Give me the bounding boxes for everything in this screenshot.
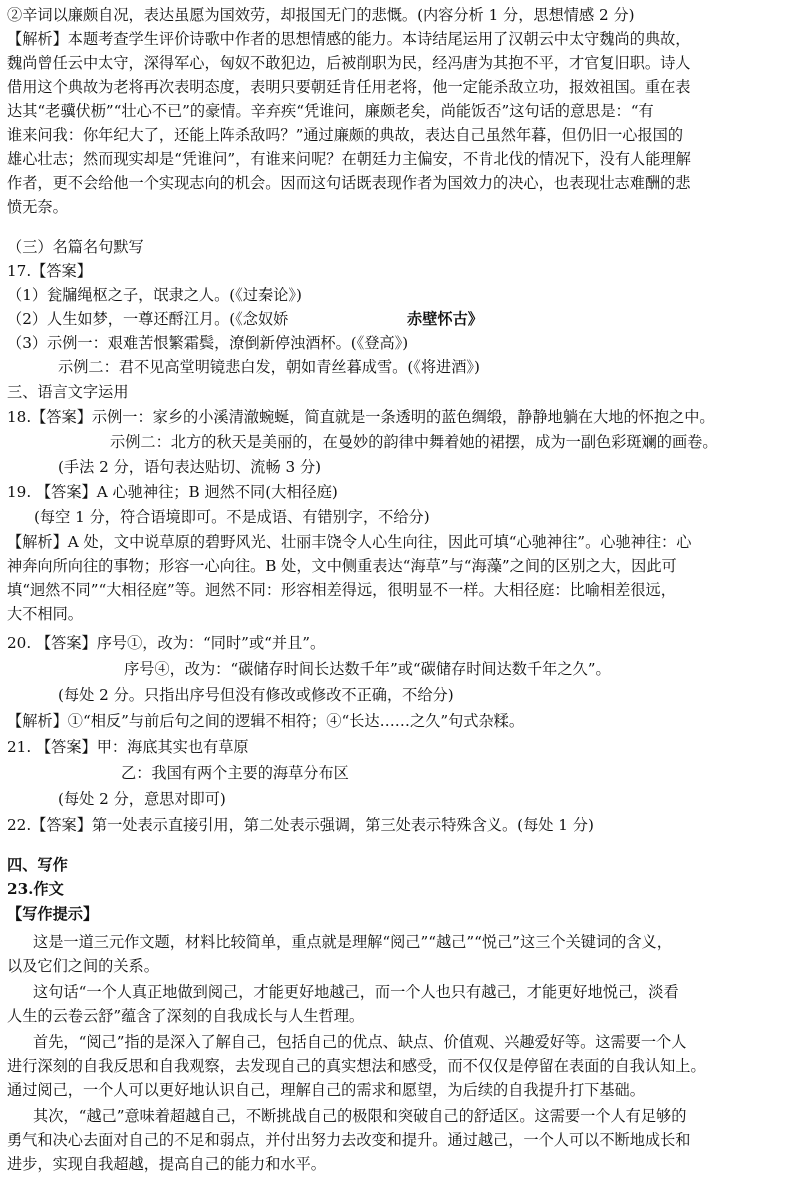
text-line: （2）人生如梦，一尊还酹江月。(《念奴娇 (7, 310, 289, 328)
text-line: (每处 2 分。只指出序号但没有修改或修改不正确，不给分) (58, 686, 454, 704)
text-line: 【解析】A 处，文中说草原的碧野风光、壮丽丰饶令人心生向往，因此可填“心驰神往”。心驰神往：心 (7, 533, 692, 551)
text-line: 19. 【答案】A 心驰神往；B 迥然不同(大相径庭) (7, 483, 338, 501)
text-line: 这是一道三元作文题，材料比较简单，重点就是理解“阅己”“越己”“悦己”这三个关键词的含义， (33, 933, 672, 951)
text-line: 21. 【答案】甲：海底其实也有草原 (7, 738, 249, 756)
text-line: 22.【答案】第一处表示直接引用，第二处表示强调，第三处表示特殊含义。(每处 1 分) (7, 816, 594, 834)
text-line: 大不相同。 (7, 605, 83, 623)
text-line: 20. 【答案】序号①，改为：“同时”或“并且”。 (7, 634, 326, 652)
text-line: 首先，“阅己”指的是深入了解自己，包括自己的优点、缺点、价值观、兴趣爱好等。这需要一个人 (33, 1033, 687, 1051)
section-heading: （三）名篇名句默写 (7, 238, 144, 256)
section-heading: 三、语言文字运用 (7, 383, 129, 401)
text-line: 人生的云卷云舒”蕴含了深刻的自我成长与人生哲理。 (7, 1007, 365, 1025)
text-line: （1）瓮牖绳枢之子，氓隶之人。(《过秦论》) (7, 286, 302, 304)
text-line: 示例二：君不见高堂明镜悲白发，朝如青丝暮成雪。(《将进酒》) (58, 358, 480, 376)
text-line: 乙：我国有两个主要的海草分布区 (121, 764, 349, 782)
text-line-fragment: 赤壁怀古》 (407, 310, 483, 328)
text-line: 填“迥然不同”“大相径庭”等。迥然不同：形容相差得远，很明显不一样。大相径庭：比喻相差很远， (7, 581, 676, 599)
text-line: 进步，实现自我超越，提高自己的能力和水平。 (7, 1155, 326, 1173)
text-line: 【解析】本题考查学生评价诗歌中作者的思想情感的能力。本诗结尾运用了汉朝云中太守魏尚的典故， (7, 30, 691, 48)
section-heading: 四、写作 (7, 856, 68, 874)
text-line: 18.【答案】示例一：家乡的小溪清澈蜿蜒，简直就是一条透明的蓝色绸缎，静静地躺在大地的怀抱之中。 (7, 408, 715, 426)
text-line: 愤无奈。 (7, 198, 68, 216)
text-line: 神奔向所向往的事物；形容一心向往。B 处，文中侧重表达“海草”与“海藻”之间的区别之大，因此可 (7, 557, 677, 575)
text-line: 谁来问我：你年纪大了，还能上阵杀敌吗？”通过廉颇的典故，表达自己虽然年暮，但仍旧一心报国的 (7, 126, 684, 144)
text-line: (每空 1 分，符合语境即可。不是成语、有错别字，不给分) (34, 508, 430, 526)
text-line: (每处 2 分，意思对即可) (58, 790, 226, 808)
text-line: 通过阅己，一个人可以更好地认识自己，理解自己的需求和愿望，为后续的自我提升打下基础。 (7, 1081, 645, 1099)
text-line: (手法 2 分，语句表达贴切、流畅 3 分) (58, 458, 322, 476)
answer-label: 17.【答案】 (7, 262, 92, 280)
text-line: 【解析】①“相反”与前后句之间的逻辑不相符；④“长达……之久”句式杂糅。 (7, 712, 525, 730)
section-heading: 23.作文 (7, 880, 64, 898)
text-line: 雄心壮志；然而现实却是“凭谁问”，有谁来问呢？在朝廷力主偏安，不肯北伐的情况下，没有人能理解 (7, 150, 691, 168)
section-heading: 【写作提示】 (7, 905, 99, 923)
text-line: 以及它们之间的关系。 (7, 957, 159, 975)
text-line: 作者，更不会给他一个实现志向的机会。因而这句话既表现作者为国效力的决心，也表现壮志难酬的悲 (7, 174, 691, 192)
text-line: 序号④，改为：“碳储存时间长达数千年”或“碳储存时间达数千年之久”。 (124, 660, 611, 678)
text-line: （3）示例一：艰难苦恨繁霜鬓，潦倒新停浊酒杯。(《登高》) (7, 334, 409, 352)
text-line: 魏尚曾任云中太守，深得军心，匈奴不敢犯边，后被削职为民，经冯唐为其抱不平，才官复旧职。诗人 (7, 54, 691, 72)
text-line: 借用这个典故为老将再次表明态度，表明只要朝廷肯任用老将，他一定能杀敌立功，报效祖国。重在表 (7, 78, 691, 96)
text-line: 达其“老骥伏枥”“壮心不已”的豪情。辛弃疾“凭谁问，廉颇老矣，尚能饭否”这句话的意思是：“有 (7, 102, 654, 120)
text-line: 示例二：北方的秋天是美丽的，在曼妙的韵律中舞着她的裙摆，成为一副色彩斑斓的画卷。 (110, 433, 718, 451)
text-line: 进行深刻的自我反思和自我观察，去发现自己的真实想法和感受，而不仅仅是停留在表面的自我认知上。 (7, 1057, 706, 1075)
text-line: 其次，“越己”意味着超越自己，不断挑战自己的极限和突破自己的舒适区。这需要一个人有足够的 (33, 1107, 687, 1125)
text-line: ②辛词以廉颇自况，表达虽愿为国效劳，却报国无门的悲慨。(内容分析 1 分，思想情感 2 分) (7, 6, 635, 24)
text-line: 勇气和决心去面对自己的不足和弱点，并付出努力去改变和提升。通过越己，一个人可以不断地成长和 (7, 1131, 691, 1149)
text-line: 这句话“一个人真正地做到阅己，才能更好地越己，而一个人也只有越己，才能更好地悦己，淡看 (33, 983, 679, 1001)
